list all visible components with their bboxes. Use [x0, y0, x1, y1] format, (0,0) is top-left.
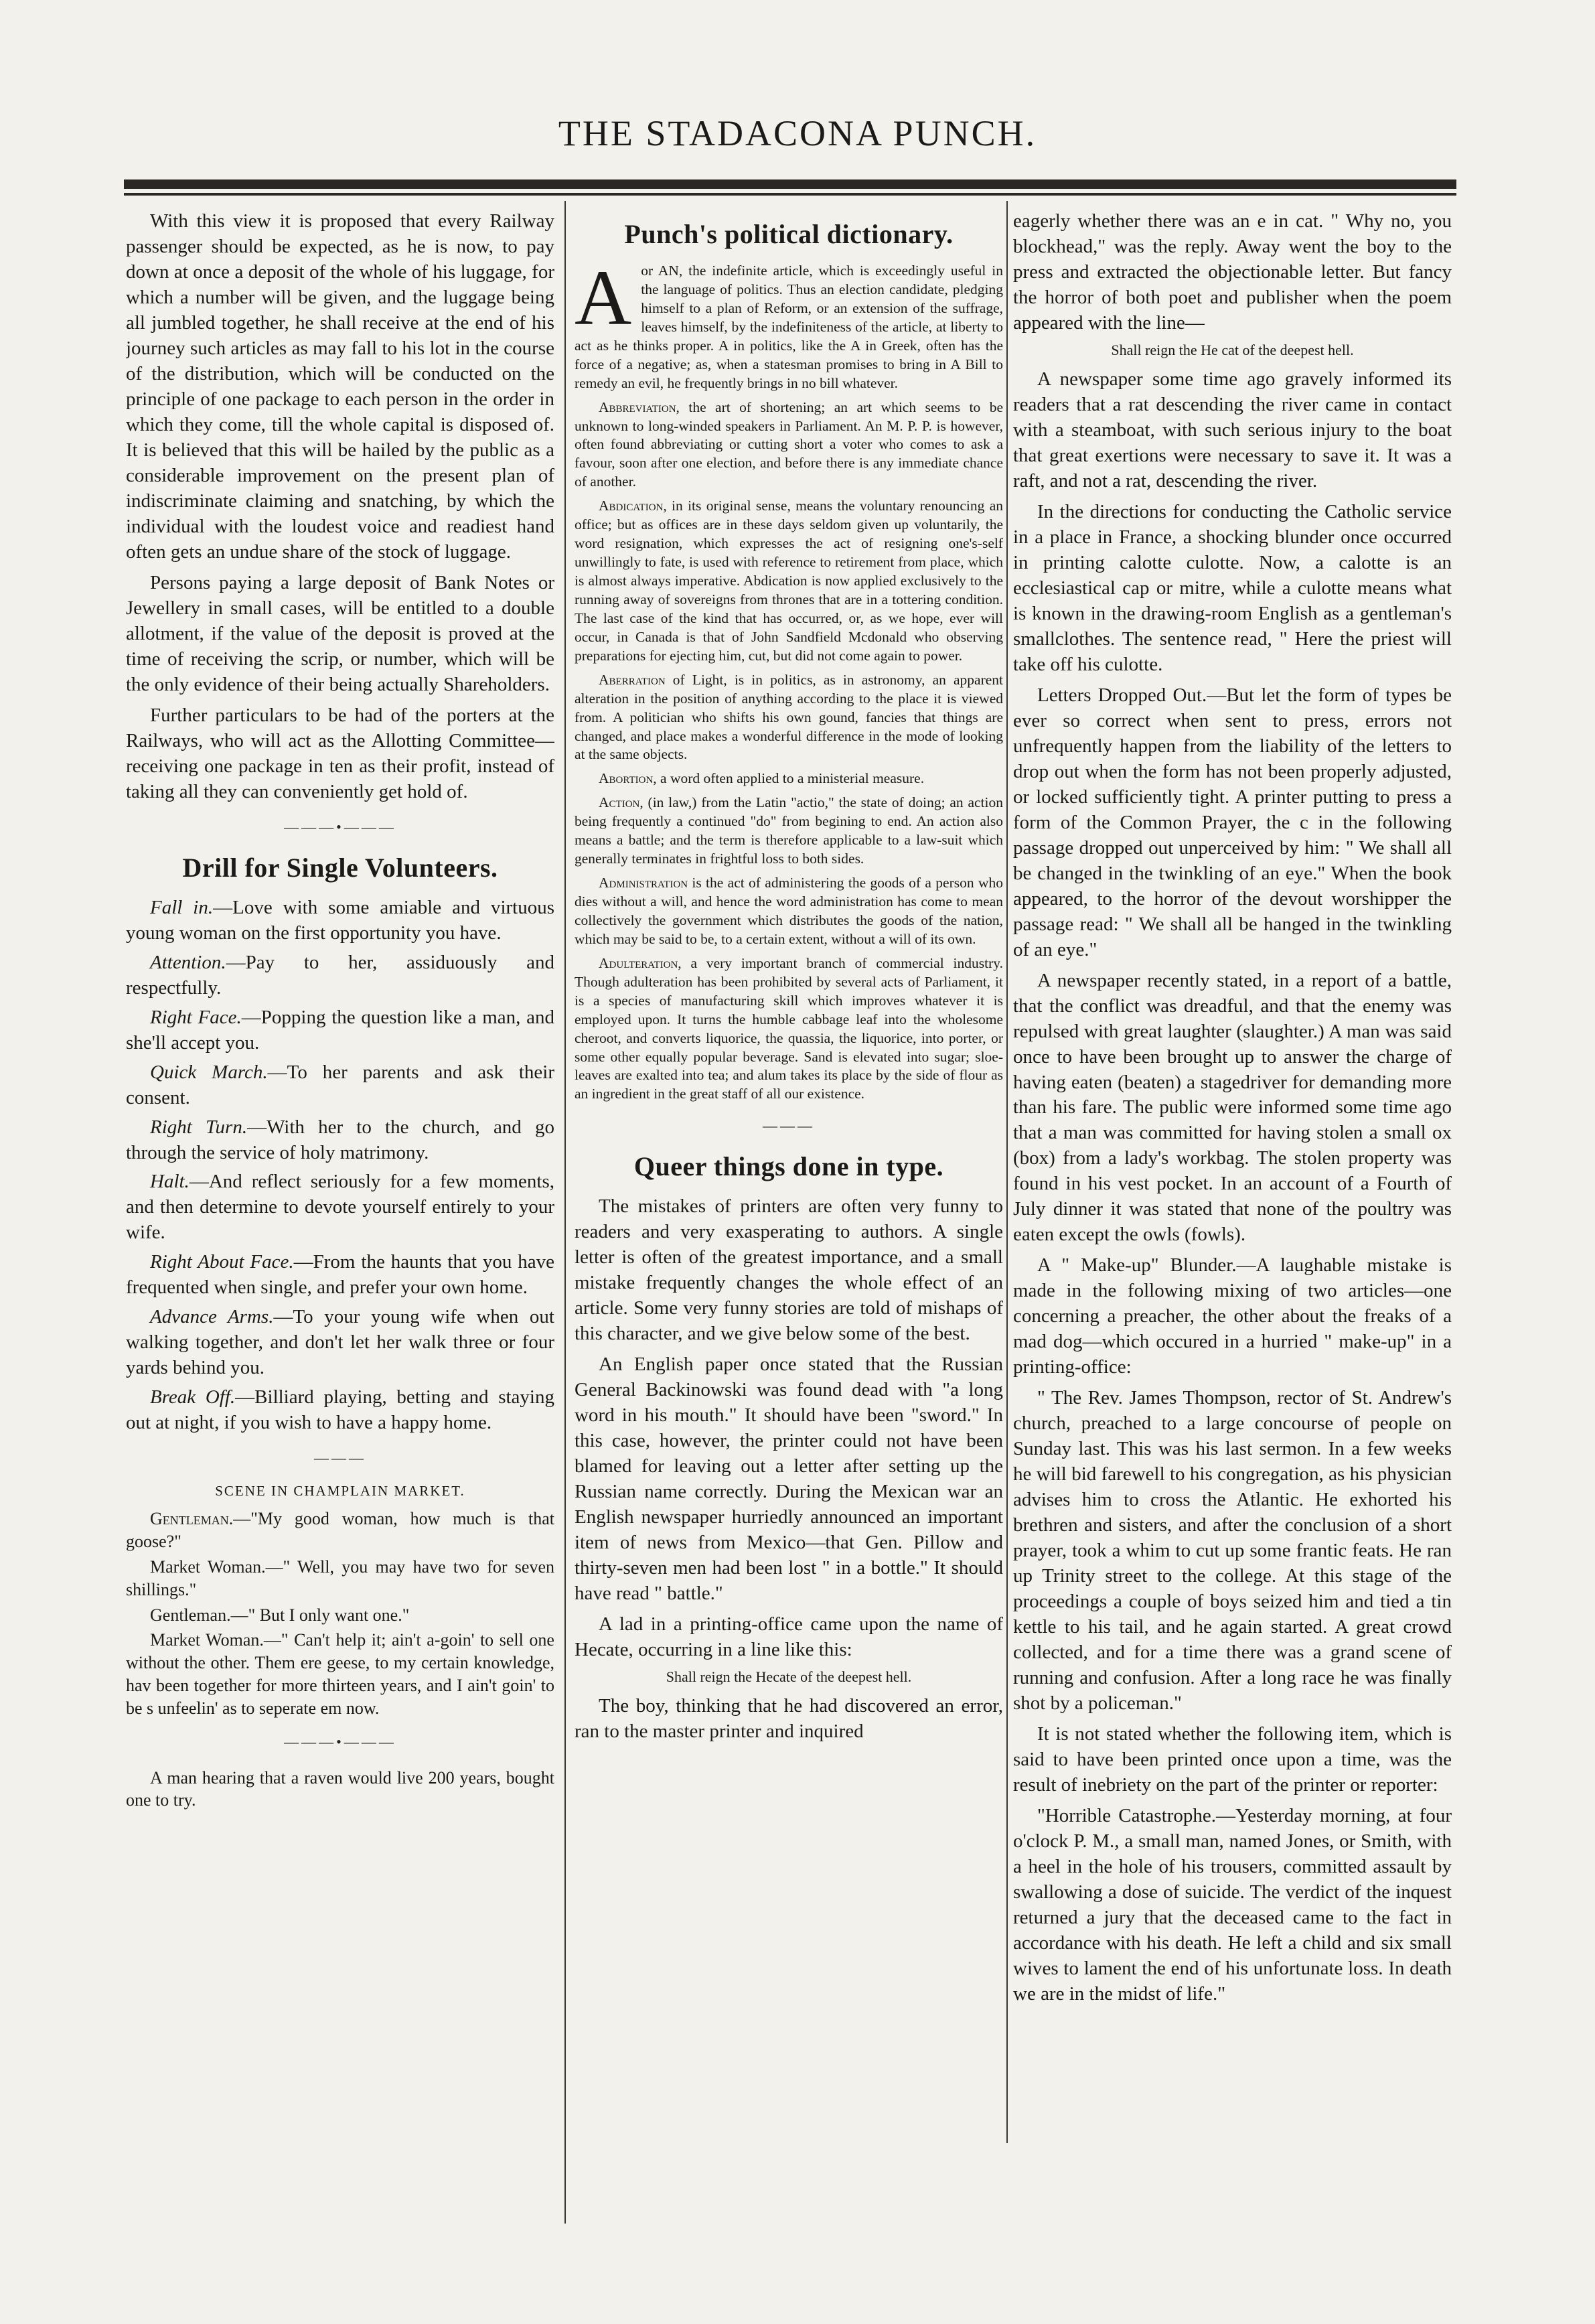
article-paragraph: " The Rev. James Thompson, rector of St. Andrew's church, preached to a large concourse of people on Sunday last. This was his last sermon. In a few weeks he will bid farewell to his congregation, as his physician advises him to cross the Atlantic. He exhorted his brethren and sisters, and after the conclusion of a short prayer, took a whim to cut up some frantic feats. He ran up Trinity street to the college. At this stage of the proceedings a couple of boys seized him and tied a tin kettle to his tail, and he again started. A great crowd collected, and for a time there was a grand scene of running and confusion. After a long race he was finally shot by a policeman.": [1013, 1387, 1452, 1715]
separator: ———: [763, 1117, 815, 1135]
drill-item: Right Face.—Popping the question like a man, and she'll accept you.: [126, 1006, 554, 1054]
drill-item: Break Off.—Billiard playing, betting and staying out at night, if you wish to have a happy home.: [126, 1386, 554, 1434]
verse-line: Shall reign the He cat of the deepest hell.: [1111, 341, 1354, 358]
drill-item: Right Turn.—With her to the church, and go through the service of holy matrimony.: [126, 1116, 554, 1163]
article-paragraph: The boy, thinking that he had discovered an error, ran to the master printer and inquired: [575, 1695, 1003, 1743]
article-paragraph: With this view it is proposed that every Railway passenger should be expected, as he is now, to pay down at once a deposit of the whole of his luggage, for which a number will be given, and the luggage being all jumbled together, he shall receive at the end of his journey such articles as may fall to his lot in the course of the distribution, which will be conducted on the principle of one package to each person in the order in which they come, till the whole capital is disposed of. It is believed that this will be hailed by the public as a considerable improvement on the present plan of indiscriminate claiming and snatching, by which the individual with the loudest voice and readiest hand often gets an undue share of the stock of luggage.: [126, 210, 554, 563]
dictionary-entry: Abortion, a word often applied to a ministerial measure.: [599, 770, 925, 787]
drill-item: Advance Arms.—To your young wife when out walking together, and don't let her walk three or four yards behind you.: [126, 1306, 554, 1379]
article-paragraph: A lad in a printing-office came upon the name of Hecate, occurring in a line like this:: [575, 1613, 1003, 1661]
dialogue-line: Market Woman.—" Can't help it; ain't a-goin' to sell one without the other. Them ere geese, to my certain knowledge, hav been together for more thirteen years, and I ain't goin' to be s unfeelin' as to seperate em now.: [126, 1630, 554, 1718]
article-paragraph: An English paper once stated that the Russian General Backinowski was found dead with "a long word in his mouth." It should have been "sword." In this case, however, the printer could not have been blamed for leaving out a letter after setting up the Russian name correctly. During the Mexican war an English newspaper hurriedly announced an important item of news from Mexico—that Gen. Pillow and thirty-seven men had been lost " in a bottle." It should have read " battle.": [575, 1354, 1003, 1605]
article-paragraph: "Horrible Catastrophe.—Yesterday morning, at four o'clock P. M., a small man, named Jones, or Smith, with a heel in the hole of his trousers, committed assault by swallowing a dose of suicide. The verdict of the inquest returned a jury that the deceased came to the fact in accordance with his death. He left a child and six small wives to lament the end of his unfortunate loss. In death we are in the midst of life.": [1013, 1805, 1452, 2005]
column-divider: [564, 201, 566, 2224]
dictionary-entry: Action, (in law,) from the Latin "actio," the state of doing; an action being frequently a continued "do" from begining to end. An action also means a battle; and the term is therefore applicable to a law-suit which generally terminates in frightful loss to both sides.: [575, 794, 1003, 867]
page-title: THE STADACONA PUNCH.: [558, 113, 1037, 153]
drill-item: Right About Face.—From the haunts that you have frequented when single, and prefer your own home.: [126, 1251, 554, 1299]
dictionary-entry: Administration is the act of administering the goods of a person who dies without a will, and hence the word administration has come to mean collectively the government which distributes the goods of the nation, which may be said to be, to a certain extent, without a will of its own.: [575, 875, 1003, 947]
header-rule-thick: [124, 179, 1456, 189]
dialogue-line: Gentleman.—"My good woman, how much is that goose?": [126, 1509, 554, 1552]
luggage-article: [126, 209, 554, 805]
section-heading: Queer things done in type.: [633, 1151, 944, 1182]
article-paragraph: Letters Dropped Out.—But let the form of types be ever so correct when sent to press, errors not unfrequently happen from the liability of the letters to drop out when the form has not been properly adjusted, or locked sufficiently tight. A printer putting to press a form of the Common Prayer, the c in the following passage dropped out unperceived by him: " We shall all be changed in the twinkling of an eye." When the book appeared, to the horror of the devout worshipper the passage read: " We shall all be hanged in the twinkling of an eye.": [1013, 684, 1452, 960]
scene-heading: SCENE IN CHAMPLAIN MARKET.: [215, 1483, 465, 1500]
raven-paragraph: A man hearing that a raven would live 200 years, bought one to try.: [126, 1767, 554, 1810]
drill-list: [126, 895, 554, 1437]
article-paragraph: The mistakes of printers are often very funny to readers and very exasperating to authors. A single letter is often of the greatest importance, and a small mistake frequently changes the whole effect of an article. Some very funny stories are told of mishaps of this character, and we give below some of the best.: [575, 1195, 1003, 1345]
dictionary: [575, 254, 1003, 1104]
dictionary-entry: Abbreviation, the art of shortening; an art which seems to be unknown to long-winded speakers in Parliament. An M. P. P. is however, often found abbreviating or cutting short a voter who comes to ask a favour, soon after one election, and before there is any immediate chance of another.: [575, 398, 1003, 490]
section-heading: Punch's political dictionary.: [624, 219, 954, 249]
article-paragraph: In the directions for conducting the Catholic service in a place in France, a shocking blunder once occurred in printing calotte culotte. Now, a calotte is an ecclesiastical cap or mitre, while a culotte means what is known in the drawing-room English as a gentleman's smallclothes. The sentence read, " Here the priest will take off his culotte.: [1013, 500, 1452, 675]
drop-cap: A: [575, 254, 632, 342]
dictionary-entry: Abdication, in its original sense, means the voluntary renouncing an office; but as offices are in these days seldom given up voluntarily, the word resignation, which expresses the act of resigning one's-self unwillingly to fate, is used with reference to retirement from place, which is almost always imperative. Abdication is now applied exclusively to the running away of sovereigns from thrones that are in a tottering condition. The last case of the kind that has occurred, or, as we hope, ever will occur, in Canada is that of John Sandfield Mcdonald who observing preparations for ejecting him, cut, but did not come again to power.: [575, 498, 1003, 664]
dialogue-line: Market Woman.—" Well, you may have two for seven shillings.": [126, 1556, 554, 1599]
drill-item: Quick March.—To her parents and ask their consent.: [126, 1061, 554, 1108]
drill-item: Halt.—And reflect seriously for a few moments, and then determine to devote yourself entirely to your wife.: [126, 1171, 554, 1244]
dictionary-intro: Aor AN, the indefinite article, which is exceedingly useful in the language of politics. Thus an election candidate, pledging himself to a plan of Reform, or an extension of the suffrage, leaves himself, by the indefiniteness of the article, at liberty to act as he thinks proper. A in politics, like the A in Greek, often has the force of a negative; as, when a statesman promises to bring in A Bill to remedy an evil, he frequently brings in no bill whatever.: [575, 254, 1003, 391]
scene-dialogue: [126, 1508, 554, 1719]
article-paragraph: A newspaper recently stated, in a report of a battle, that the conflict was dreadful, and that the enemy was repulsed with great laughter (slaughter.) A man was said once to have been brought up to answer the charge of having eaten (beaten) a stagedriver for demanding more than his fare. The public were informed some time ago that a man was committed for having stolen a small ox (box) from a lady's workbag. The stolen property was found in his vest pocket. In an account of a Fourth of July dinner it was stated that none of the poultry was eaten except the owls (fowls).: [1013, 969, 1452, 1246]
article-paragraph: It is not stated whether the following item, which is said to have been printed once upon a time, was the result of inebriety on the part of the printer or reporter:: [1013, 1723, 1452, 1796]
column-1: [126, 209, 554, 2252]
article-paragraph: A " Make-up" Blunder.—A laughable mistake is made in the following mixing of two articles—one concerning a preacher, the other about the freaks of a mad dog—which occured in a hurried " make-up" in a printing-office:: [1013, 1254, 1452, 1378]
header-rule-thin: [124, 193, 1456, 196]
dialogue-line: Gentleman.—" But I only want one.": [150, 1605, 410, 1625]
article-paragraph: eagerly whether there was an e in cat. " Why no, you blockhead," was the reply. Away went the boy to the press and extracted the objectionable letter. But fancy the horror of both poet and publisher when the poem appeared with the line—: [1013, 210, 1452, 334]
article-paragraph: Persons paying a large deposit of Bank Notes or Jewellery in small cases, will be entitled to a double allotment, if the value of the deposit is proved at the time of receiving the scrip, or number, which will be the only evidence of their being actually Shareholders.: [126, 571, 554, 695]
column-2: [575, 209, 1003, 2252]
separator: ———•———: [284, 1733, 396, 1750]
dictionary-entry: Adulteration, a very important branch of commercial industry. Though adulteration has been prohibited by several acts of Parliament, it is a species of manufacturing skill which improves whatever it is employed upon. It turns the humble cabbage leaf into the wholesome cheroot, and converts liquorice, the quassia, the liquorice, into porter, or some other equally popular beverage. Sand is elevated into sugar; sloe-leaves are exalted into tea; and alum takes its place by the side of flour as an ingredient in the great staff of all our existence.: [575, 954, 1003, 1102]
verse-line: Shall reign the Hecate of the deepest hell.: [666, 1668, 912, 1686]
column-3: [1013, 209, 1452, 2252]
drill-item: Attention.—Pay to her, assiduously and respectfully.: [126, 951, 554, 999]
drill-item: Fall in.—Love with some amiable and virtuous young woman on the first opportunity you have.: [126, 896, 554, 944]
column-divider: [1006, 201, 1008, 2143]
dictionary-entry: Aberration of Light, is in politics, as in astronomy, an apparent alteration in the position of anything according to the place it is viewed from. A politician who shifts his own gound, fancies that things are changed, and place makes a wonderful difference in the mode of looking at the same objects.: [575, 671, 1003, 763]
separator: ———: [314, 1449, 366, 1467]
article-paragraph: Further particulars to be had of the porters at the Railways, who will act as the Allotting Committee—receiving one package in ten as their profit, instead of taking all they can conveniently get hold of.: [126, 704, 554, 802]
article-paragraph: A newspaper some time ago gravely informed its readers that a rat descending the river came in contact with a steamboat, with such serious injury to the boat that great exertions were necessary to save it. It was a raft, and not a rat, descending the river.: [1013, 368, 1452, 492]
separator: ———•———: [284, 818, 396, 835]
section-heading: Drill for Single Volunteers.: [182, 852, 498, 883]
